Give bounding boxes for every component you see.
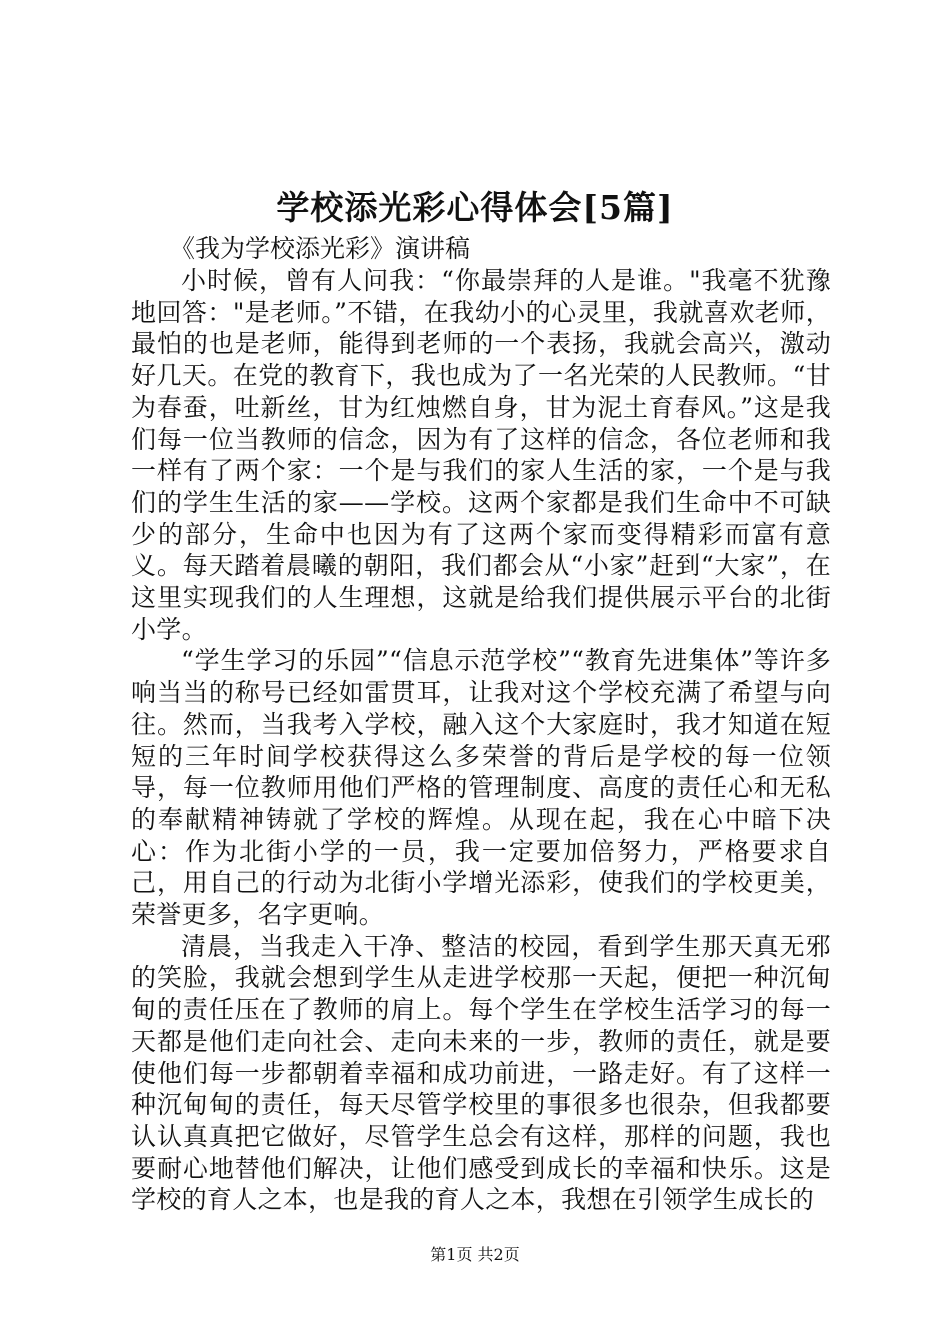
paragraph-3: 清晨，当我走入干净、整洁的校园，看到学生那天真无邪的笑脸，我就会想到学生从走进学校那一天起，便把一种沉甸甸的责任压在了教师的肩上。每个学生在学校生活学习的每一天都是他们走向社会、走向未来的一步，教师的责任，就是要使他们每一步都朝着幸福和成功前进，一路走好。有了这样一种沉甸甸的责任，每天尽管学校里的事很多也很杂，但我都要认认真真把它做好，尽管学生总会有这样，那样的问题，我也要耐心地替他们解决，让他们感受到成长的幸福和快乐。这是学校的育人之本，也是我的育人之本，我想在引领学生成长的 bbox=[131, 931, 831, 1215]
paragraph-1: 小时候，曾有人问我：“你最崇拜的人是谁。"我毫不犹豫地回答："是老师。”不错，在我幼小的心灵里，我就喜欢老师，最怕的也是老师，能得到老师的一个表扬，我就会高兴，激动好几天。在党的教育下，我也成为了一名光荣的人民教师。“甘为春蚕，吐新丝，甘为红烛燃自身，甘为泥土育春风。”这是我们每一位当教师的信念，因为有了这样的信念，各位老师和我一样有了两个家：一个是与我们的家人生活的家，一个是与我们的学生生活的家——学校。这两个家都是我们生命中不可缺少的部分，生命中也因为有了这两个家而变得精彩而富有意义。每天踏着晨曦的朝阳，我们都会从“小家”赶到“大家”，在这里实现我们的人生理想，这就是给我们提供展示平台的北街小学。 bbox=[131, 266, 831, 644]
paragraph-2: “学生学习的乐园”“信息示范学校”“教育先进集体”等许多响当当的称号已经如雷贯耳，让我对这个学校充满了希望与向往。然而，当我考入学校，融入这个大家庭时，我才知道在短短的三年时间学校获得这么多荣誉的背后是学校的每一位领导，每一位教师用他们严格的管理制度、高度的责任心和无私的奉献精神铸就了学校的辉煌。从现在起，我在心中暗下决心：作为北街小学的一员，我一定要加倍努力，严格要求自己，用自己的行动为北街小学增光添彩，使我们的学校更美，荣誉更多，名字更响。 bbox=[131, 646, 831, 930]
document-title: 学校添光彩心得体会[5篇] bbox=[276, 188, 674, 227]
document-body bbox=[131, 233, 831, 1216]
page-footer: 第1页 共2页 bbox=[430, 1245, 520, 1264]
speech-subtitle: 《我为学校添光彩》演讲稿 bbox=[170, 234, 471, 263]
